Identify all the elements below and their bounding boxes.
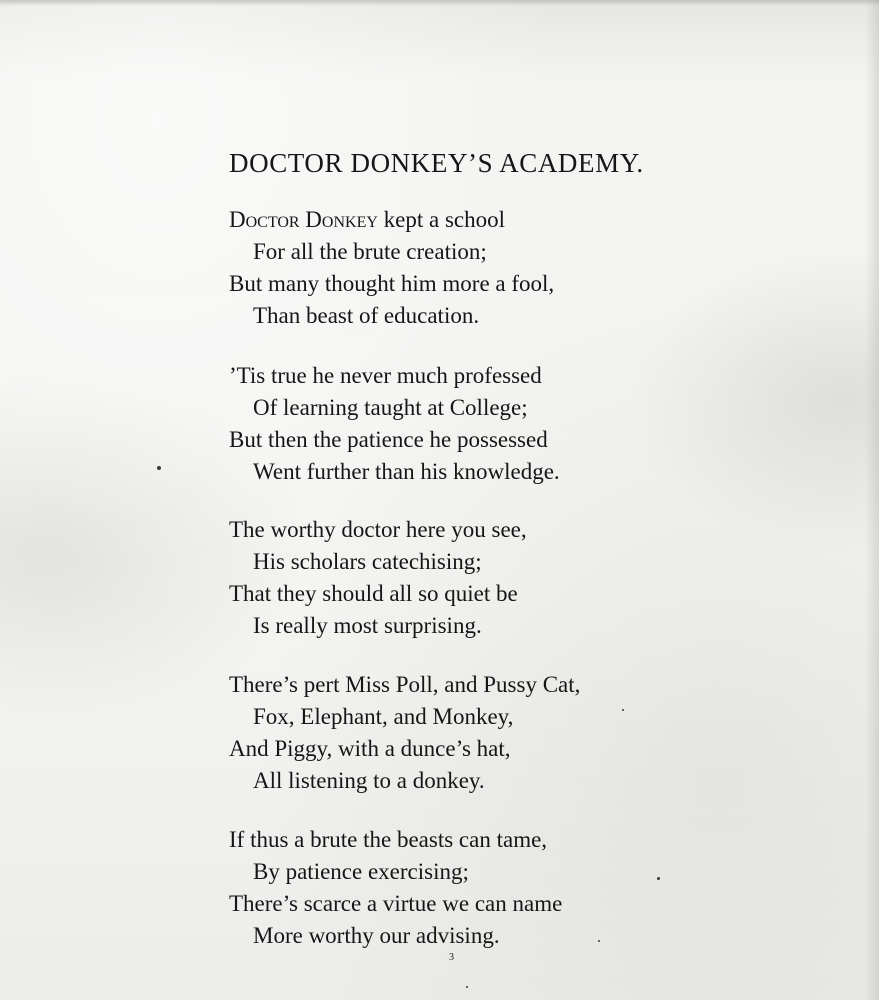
stanza-4 — [229, 669, 789, 797]
paper-speck — [157, 466, 161, 470]
stanza-2 — [229, 360, 789, 488]
poem-line: More worthy our advising. — [253, 923, 500, 948]
poem-line: There’s pert Miss Poll, and Pussy Cat, — [229, 672, 581, 697]
poem-title: DOCTOR DONKEY’S ACADEMY. — [229, 148, 644, 178]
poem-line: All listening to a donkey. — [253, 768, 485, 793]
poem-line: Is really most surprising. — [253, 613, 482, 638]
poem-line — [229, 204, 789, 236]
page-number: 3 — [449, 952, 454, 963]
poem-line: By patience exercising; — [253, 859, 469, 884]
stanza-1 — [229, 204, 789, 332]
poem-line: The worthy doctor here you see, — [229, 517, 527, 542]
line-text: kept a school — [377, 207, 506, 232]
paper-speck — [466, 986, 468, 988]
poem-line: But many thought him more a fool, — [229, 271, 555, 296]
stanza-3 — [229, 514, 789, 642]
poem-line: Of learning taught at College; — [253, 395, 528, 420]
poem-line: If thus a brute the beasts can tame, — [229, 827, 548, 852]
poem-line: Than beast of education. — [253, 303, 480, 328]
poem-line: And Piggy, with a dunce’s hat, — [229, 736, 511, 761]
poem-line: Went further than his knowledge. — [253, 459, 560, 484]
page-edge-shadow-right — [865, 0, 879, 1000]
poem-line: But then the patience he possessed — [229, 427, 548, 452]
poem-line: That they should all so quiet be — [229, 581, 518, 606]
page-edge-shadow — [0, 0, 879, 6]
poem-line: Fox, Elephant, and Monkey, — [253, 704, 514, 729]
poem-line: ’Tis true he never much professed — [229, 363, 542, 388]
poem-line: For all the brute creation; — [253, 239, 487, 264]
stanza-5 — [229, 824, 789, 952]
poem-line: His scholars catechising; — [253, 549, 482, 574]
poem-line: There’s scarce a virtue we can name — [229, 891, 563, 916]
name-small-caps: Doctor Donkey — [229, 207, 378, 232]
